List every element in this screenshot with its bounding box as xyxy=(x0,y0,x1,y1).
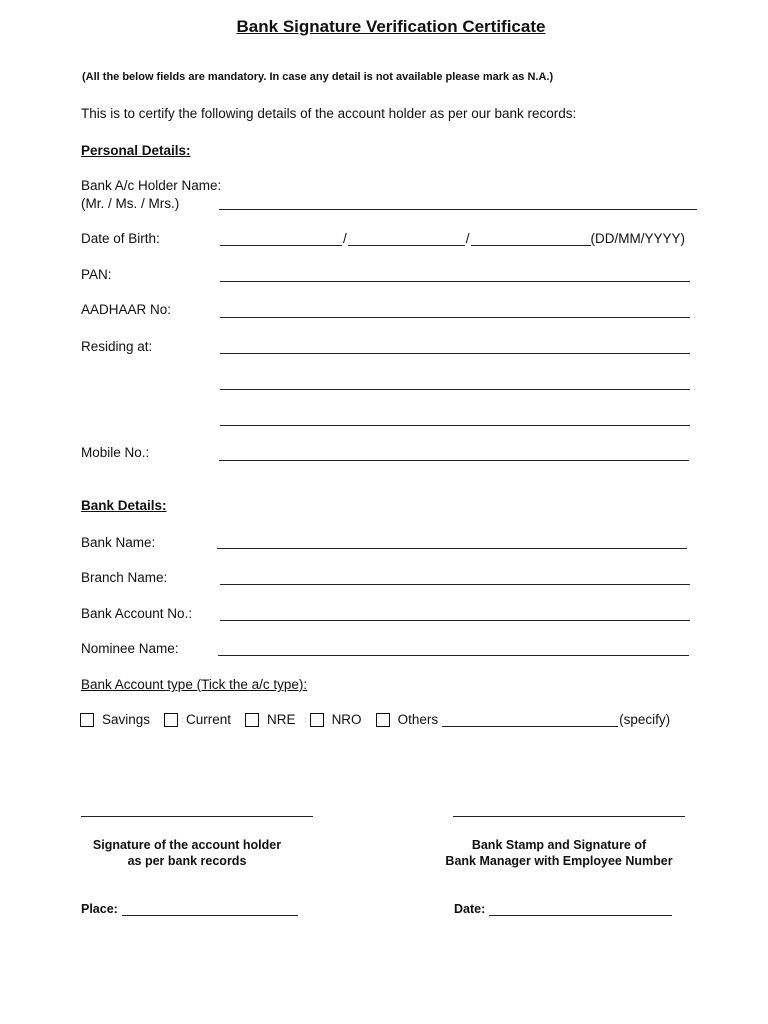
specify-hint: (specify) xyxy=(619,712,671,727)
date-field[interactable] xyxy=(454,902,672,916)
holder-name-field[interactable] xyxy=(219,209,697,210)
manager-signature-caption xyxy=(434,837,684,869)
account-number-label: Bank Account No.: xyxy=(81,606,193,621)
holder-title-label: (Mr. / Ms. / Mrs.) xyxy=(81,196,180,211)
bank-details-heading: Bank Details: xyxy=(81,498,167,513)
holder-name-label: Bank A/c Holder Name: xyxy=(81,178,222,193)
manager-signature-line[interactable] xyxy=(453,816,685,817)
bank-name-field[interactable] xyxy=(217,548,687,549)
aadhaar-label: AADHAAR No: xyxy=(81,302,172,317)
aadhaar-field[interactable] xyxy=(220,317,690,318)
mobile-field[interactable] xyxy=(219,460,689,461)
dob-day-field[interactable] xyxy=(220,231,342,246)
checkbox-savings[interactable] xyxy=(80,713,94,727)
nominee-name-field[interactable] xyxy=(218,655,689,656)
checkbox-nro[interactable] xyxy=(310,713,324,727)
dob-month-field[interactable] xyxy=(348,231,465,246)
option-label-savings: Savings xyxy=(102,712,151,727)
option-label-nre: NRE xyxy=(267,712,296,727)
nominee-name-label: Nominee Name: xyxy=(81,641,179,656)
date-input-line[interactable] xyxy=(489,902,672,916)
holder-caption-line-2: as per bank records xyxy=(127,854,247,868)
address-field-line-3[interactable] xyxy=(220,425,690,426)
place-label: Place: xyxy=(81,902,118,916)
place-field[interactable] xyxy=(81,902,298,916)
option-label-current: Current xyxy=(186,712,232,727)
manager-caption-line-2: Bank Manager with Employee Number xyxy=(445,854,673,868)
mandatory-note: (All the below fields are mandatory. In case any detail is not available please mark as N.A.) xyxy=(82,71,554,83)
dob-year-field[interactable] xyxy=(471,231,591,246)
checkbox-others[interactable] xyxy=(376,713,390,727)
checkbox-nre[interactable] xyxy=(245,713,259,727)
mobile-label: Mobile No.: xyxy=(81,445,150,460)
personal-details-heading: Personal Details: xyxy=(81,143,191,158)
place-input-line[interactable] xyxy=(122,902,298,916)
holder-signature-line[interactable] xyxy=(81,816,313,817)
pan-field[interactable] xyxy=(220,281,690,282)
date-label: Date: xyxy=(454,902,486,916)
branch-name-label: Branch Name: xyxy=(81,570,168,585)
account-type-option[interactable] xyxy=(310,712,362,727)
residing-label: Residing at: xyxy=(81,339,153,354)
page-title: Bank Signature Verification Certificate xyxy=(236,17,546,36)
holder-signature-caption xyxy=(72,837,302,869)
address-field-line-2[interactable] xyxy=(220,389,690,390)
dob-separator: / xyxy=(465,231,470,246)
intro-text: This is to certify the following details of the account holder as per our bank records: xyxy=(81,106,577,121)
account-number-field[interactable] xyxy=(220,620,690,621)
manager-caption-line-1: Bank Stamp and Signature of xyxy=(471,838,647,852)
option-label-nro: NRO xyxy=(331,712,362,727)
dob-label: Date of Birth: xyxy=(81,231,160,246)
others-specify-field[interactable] xyxy=(442,712,618,727)
account-type-label: Bank Account type (Tick the a/c type): xyxy=(81,677,308,692)
bank-name-label: Bank Name: xyxy=(81,535,156,550)
checkbox-current[interactable] xyxy=(164,713,178,727)
dob-field[interactable] xyxy=(220,231,685,246)
account-type-options xyxy=(80,712,670,727)
account-type-option[interactable] xyxy=(245,712,296,727)
pan-label: PAN: xyxy=(81,267,112,282)
account-type-option[interactable] xyxy=(164,712,231,727)
dob-separator: / xyxy=(343,231,347,246)
branch-name-field[interactable] xyxy=(220,584,690,585)
account-type-option[interactable] xyxy=(80,712,150,727)
address-field-line-1[interactable] xyxy=(220,353,690,354)
dob-format-hint: (DD/MM/YYYY) xyxy=(590,231,686,246)
holder-caption-line-1: Signature of the account holder xyxy=(92,838,282,852)
account-type-option[interactable] xyxy=(376,712,671,727)
option-label-others: Others xyxy=(397,712,439,727)
